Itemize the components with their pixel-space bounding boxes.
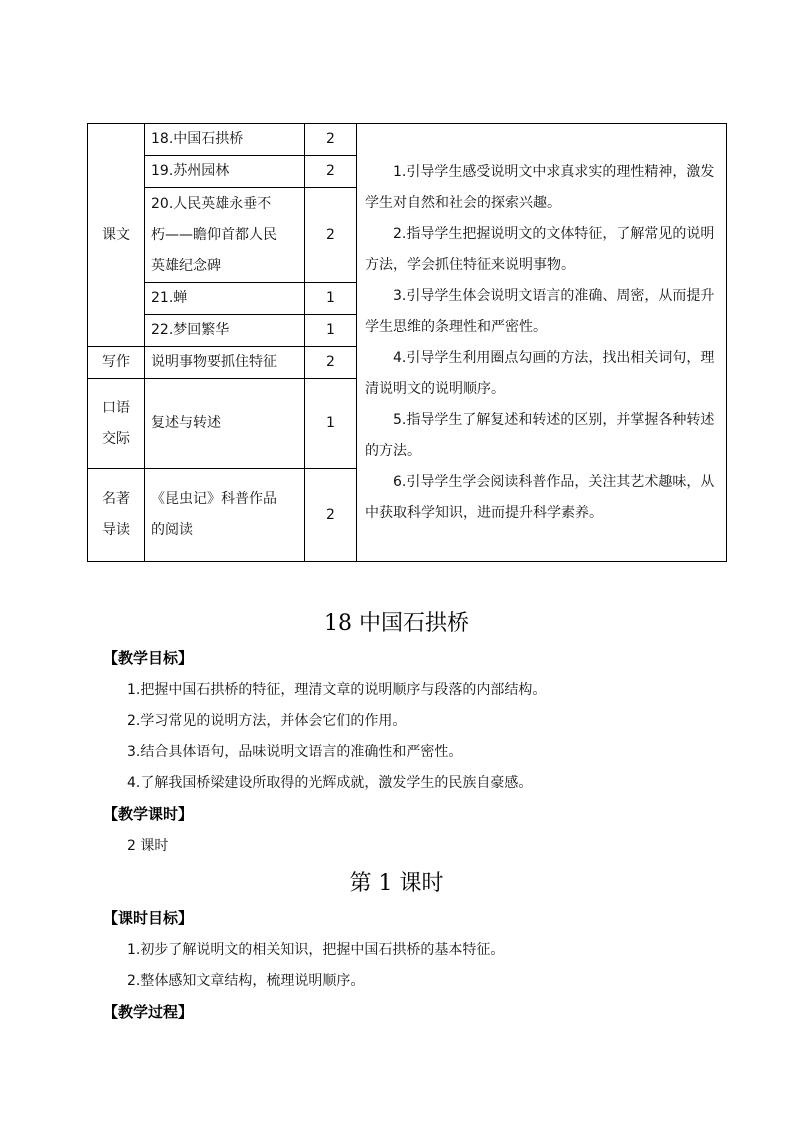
lesson-title: 复述与转述: [151, 415, 221, 431]
objectives-heading: 【教学目标】: [103, 649, 194, 667]
lesson-title-cell: [145, 469, 305, 562]
unit-goals-cell: [357, 124, 727, 562]
category-label: 写作: [102, 354, 130, 370]
category-label-line: 导读: [102, 522, 130, 538]
lesson-title: 19.苏州园林: [151, 163, 230, 179]
lesson-title-cell: [145, 347, 305, 379]
lesson-title: 22.梦回繁华: [151, 322, 230, 338]
hours-value: 2 课时: [127, 838, 169, 854]
hours-cell: 1: [305, 379, 357, 469]
hours-cell: 2: [305, 469, 357, 562]
lesson-title: 说明事物要抓住特征: [151, 354, 277, 370]
lesson-title-line: 的阅读: [151, 522, 193, 538]
lesson-title-cell: [145, 283, 305, 315]
objective-item: 2.学习常见的说明方法，并体会它们的作用。: [127, 713, 407, 729]
unit-goal: 3.引导学生体会说明文语言的准确、周密，从而提升学生思维的条理性和严密性。: [365, 287, 715, 335]
lesson-title-heading: 18 中国石拱桥: [324, 611, 469, 636]
hours-heading: 【教学课时】: [103, 805, 194, 823]
period-title: 第 1 课时: [349, 871, 444, 896]
category-cell: [88, 469, 145, 562]
unit-goal: 1.引导学生感受说明文中求真求实的理性精神，激发学生对自然和社会的探索兴趣。: [365, 163, 715, 211]
category-cell: [88, 124, 145, 347]
lesson-title: 21.蝉: [151, 290, 188, 306]
lesson-title-cell: [145, 315, 305, 347]
period-objectives-heading: 【课时目标】: [103, 909, 194, 927]
objective-item: 1.把握中国石拱桥的特征，理清文章的说明顺序与段落的内部结构。: [127, 682, 547, 698]
period-objective-item: 1.初步了解说明文的相关知识，把握中国石拱桥的基本特征。: [127, 942, 505, 958]
category-label: 课文: [102, 226, 130, 243]
period-objective-item: 2.整体感知文章结构，梳理说明顺序。: [127, 973, 365, 989]
unit-goal: 6.引导学生学会阅读科普作品，关注其艺术趣味，从中获取科学知识，进而提升科学素养。: [365, 473, 715, 521]
unit-goal: 2.指导学生把握说明文的文体特征，了解常见的说明方法，学会抓住特征来说明事物。: [365, 225, 715, 273]
lesson-title-cell: [145, 379, 305, 469]
objective-item: 4.了解我国桥梁建设所取得的光辉成就，激发学生的民族自豪感。: [127, 775, 533, 791]
category-cell: [88, 347, 145, 379]
hours-cell: 1: [305, 283, 357, 315]
lesson-title-line: 朽——瞻仰首都人民: [151, 226, 277, 243]
lesson-title: 18.中国石拱桥: [151, 131, 244, 147]
lesson-title-line: 英雄纪念碑: [151, 257, 221, 274]
hours-cell: 2: [305, 156, 357, 188]
category-cell: [88, 379, 145, 469]
category-label-line: 交际: [102, 430, 130, 447]
unit-goal: 5.指导学生了解复述和转述的区别，并掌握各种转述的方法。: [365, 411, 715, 459]
objective-item: 3.结合具体语句，品味说明文语言的准确性和严密性。: [127, 744, 463, 760]
lesson-title-line: 《昆虫记》科普作品: [151, 491, 277, 507]
hours-cell: 2: [305, 124, 357, 156]
unit-plan-table: [87, 123, 727, 562]
lesson-title-line: 20.人民英雄永垂不: [151, 195, 272, 212]
table-row: [88, 124, 727, 156]
lesson-title-cell: [145, 156, 305, 188]
category-label-line: 名著: [102, 491, 130, 507]
category-label-line: 口语: [102, 399, 130, 416]
lesson-title-cell: [145, 188, 305, 283]
lesson-title-cell: [145, 124, 305, 156]
hours-cell: 2: [305, 347, 357, 379]
process-heading: 【教学过程】: [103, 1003, 194, 1021]
hours-cell: 1: [305, 315, 357, 347]
hours-cell: 2: [305, 188, 357, 283]
unit-goal: 4.引导学生利用圈点勾画的方法，找出相关词句，理清说明文的说明顺序。: [365, 349, 715, 397]
